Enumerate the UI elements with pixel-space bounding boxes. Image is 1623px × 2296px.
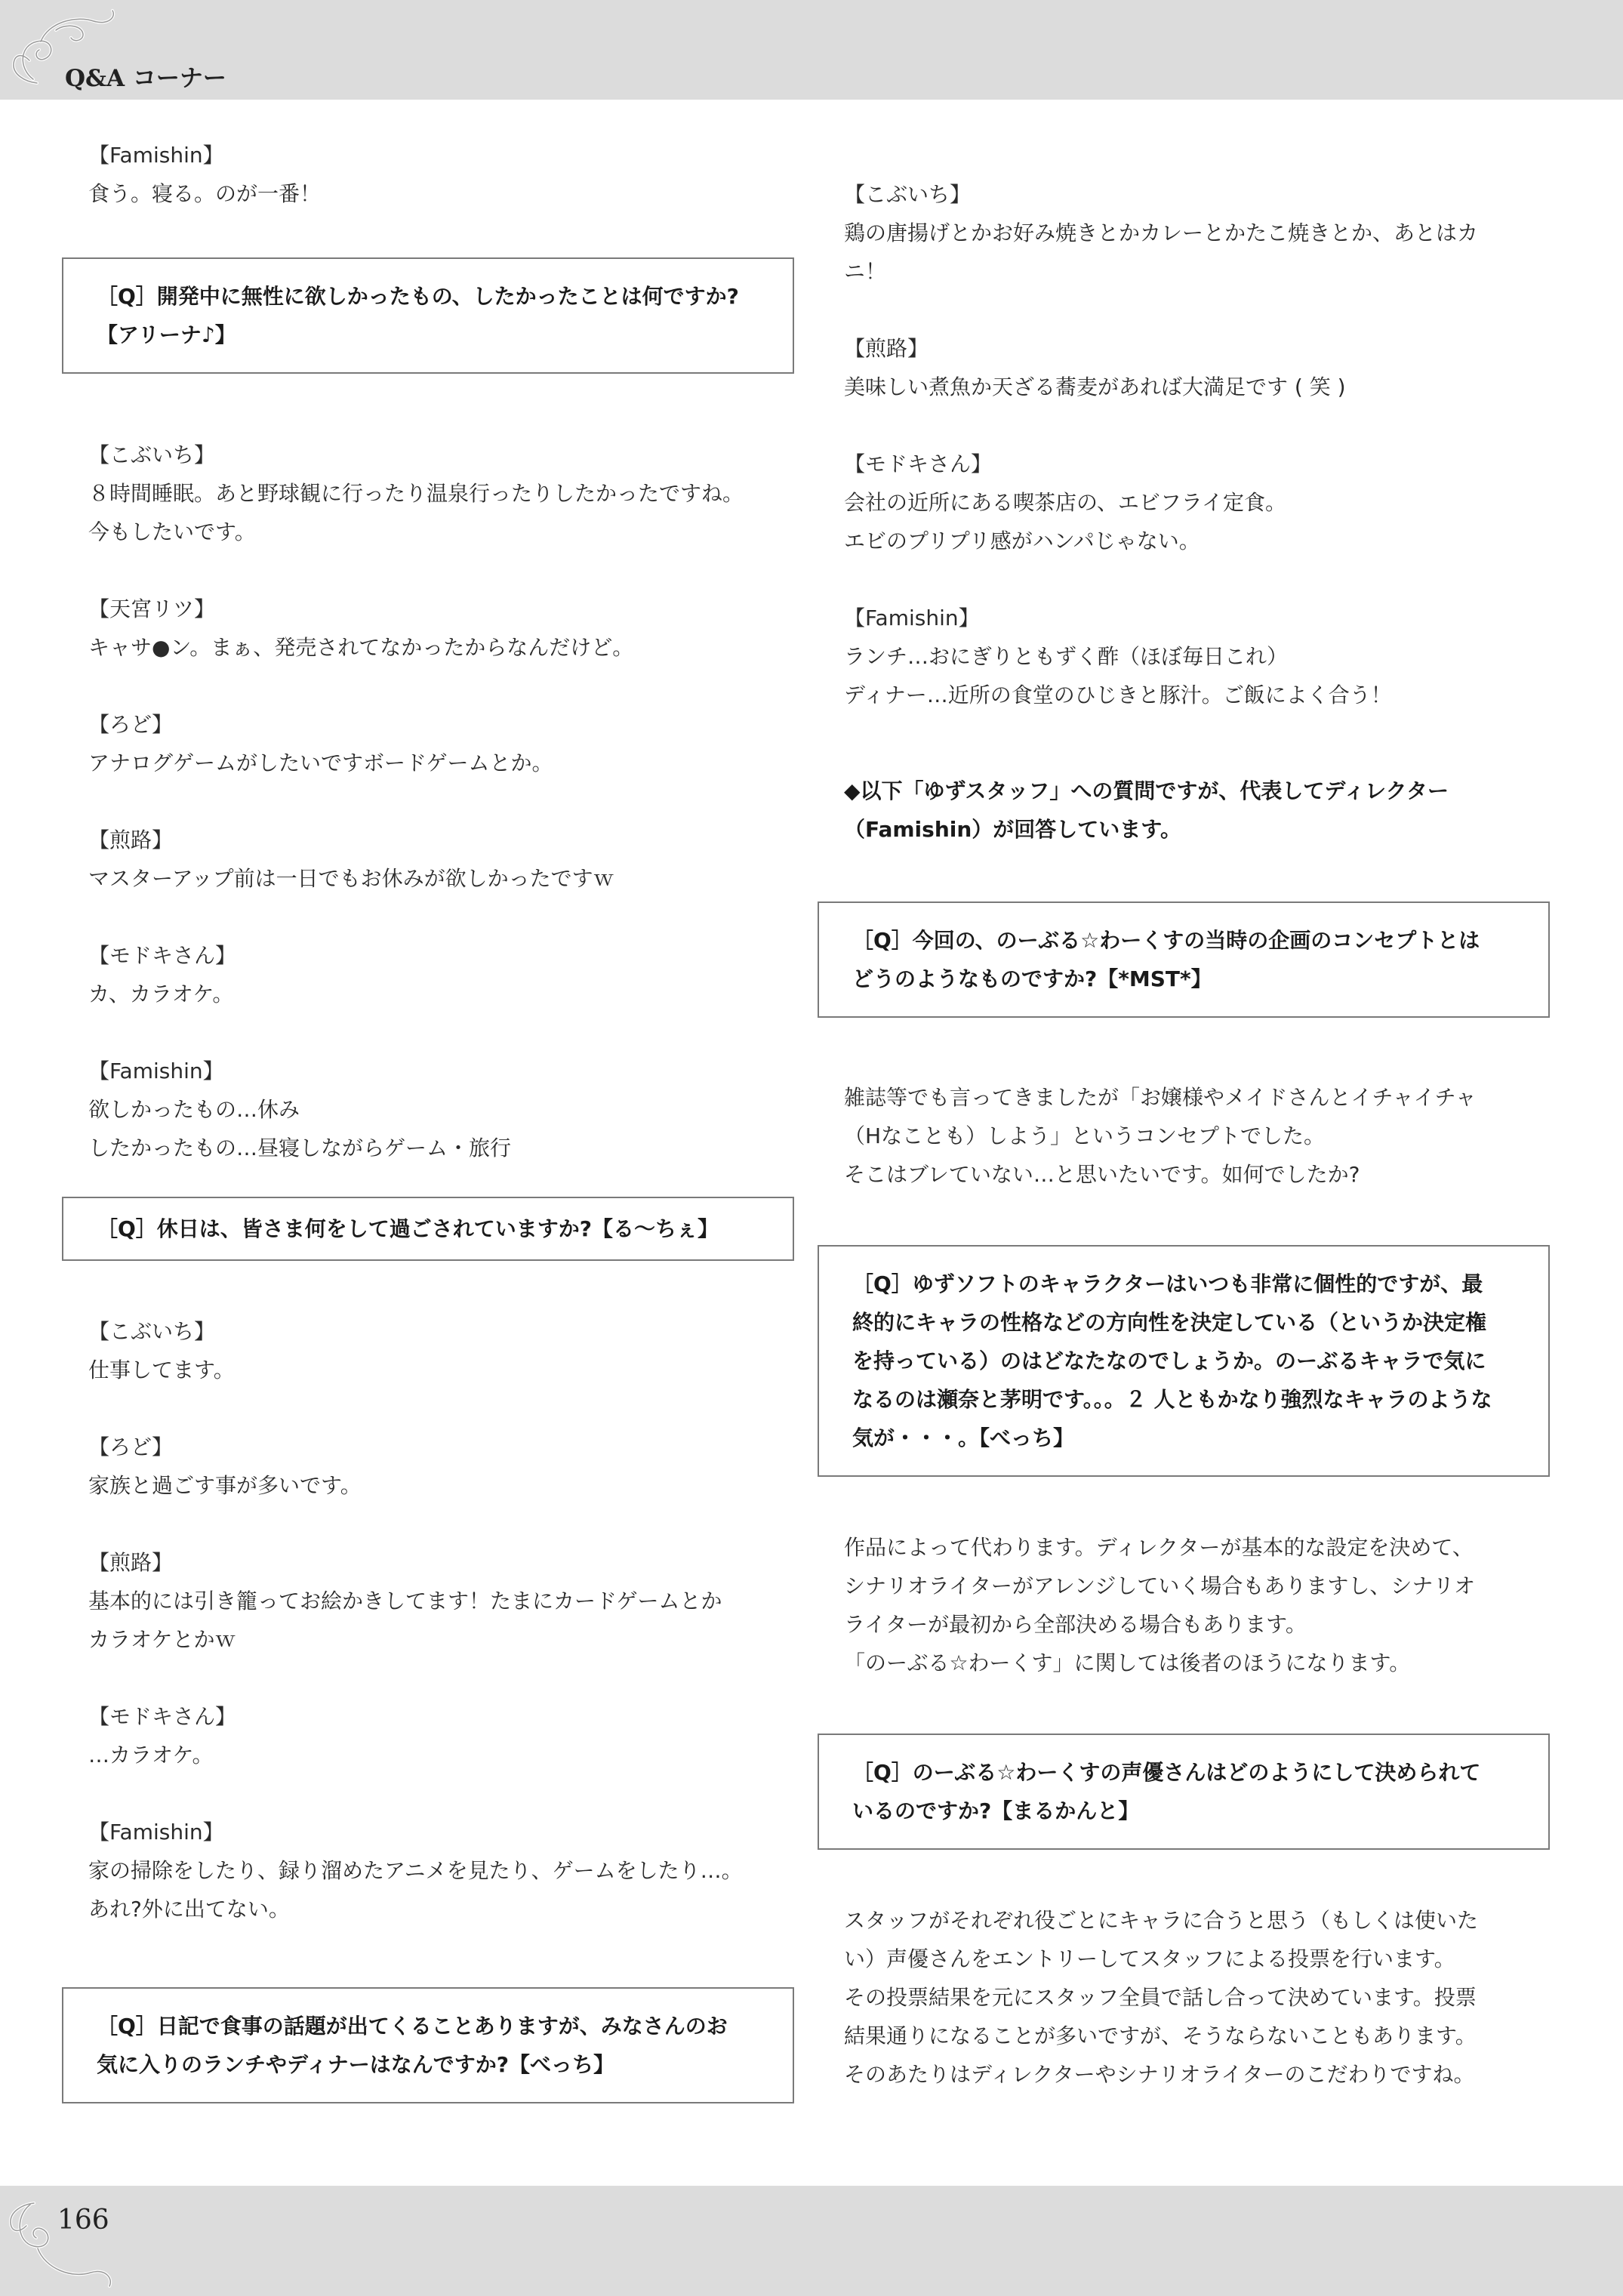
answer-block (88, 1543, 794, 1659)
question-box (62, 257, 794, 374)
question-box (62, 1987, 794, 2103)
speaker-name: 【ろど】 (88, 712, 174, 737)
speaker-name: 【天宮リツ】 (88, 596, 216, 621)
answer-line: マスターアップ前は一日でもお休みが欲しかったですｗ (88, 866, 614, 891)
question-line: ［Q］今回の、のーぶる☆わーくすの当時の企画のコンセプトとは (852, 928, 1480, 953)
speaker-name: 【こぶいち】 (844, 182, 972, 207)
answer-block (88, 136, 794, 213)
speaker-name: 【モドキさん】 (88, 1704, 237, 1729)
answer-line: カラオケとかｗ (88, 1627, 236, 1652)
notice-line: ◆以下「ゆずスタッフ」への質問ですが、代表してディレクター (844, 778, 1449, 803)
answer-block (88, 936, 794, 1013)
answer-block (88, 1312, 794, 1389)
answer-line: カ、カラオケ。 (88, 982, 234, 1006)
question-line: 気が・・・。【べっち】 (852, 1425, 1075, 1450)
answer-line: そこはブレていない…と思いたいです。如何でしたか? (844, 1162, 1360, 1187)
answer-line: ディナー…近所の食堂のひじきと豚汁。ご飯によく合う！ (844, 683, 1392, 707)
notice-line: （Famishin）が回答しています。 (844, 817, 1182, 842)
answer-line: 基本的には引き籠ってお絵かきしてます！たまにカードゲームとか (88, 1589, 722, 1613)
page-number: 166 (57, 2205, 109, 2236)
answer-line: 会社の近所にある喫茶店の、エビフライ定食。 (844, 490, 1287, 515)
answer-line: い）声優さんをエントリーしてスタッフによる投票を行います。 (844, 1946, 1455, 1971)
answer-line: 「のーぶる☆わーくす」に関しては後者のほうになります。 (844, 1650, 1411, 1675)
speaker-name: 【煎路】 (88, 1550, 174, 1575)
question-box (818, 901, 1550, 1018)
answer-line: アナログゲームがしたいですボードゲームとか。 (88, 750, 553, 775)
answer-paragraph (844, 1528, 1550, 1682)
question-box (818, 1734, 1550, 1850)
right-column (818, 175, 1550, 2094)
speaker-name: 【Famishin】 (88, 1059, 224, 1083)
answer-line: 鶏の唐揚げとかお好み焼きとかカレーとかたこ焼きとか、あとはカ (844, 220, 1479, 245)
speaker-name: 【モドキさん】 (844, 451, 993, 476)
answer-line: ランチ…おにぎりともずく酢（ほぼ毎日これ） (844, 644, 1289, 669)
section-title: Q&A コーナー (65, 65, 226, 92)
question-line: を持っている）のはどなたなのでしょうか。のーぶるキャラで気に (852, 1348, 1486, 1373)
answer-line: エビのプリプリ感がハンパじゃない。 (844, 529, 1200, 553)
answer-line: 仕事してます。 (88, 1358, 235, 1382)
answer-paragraph (844, 1078, 1550, 1194)
answer-line: （Hなことも）しよう」というコンセプトでした。 (844, 1123, 1326, 1148)
answer-line: スタッフがそれぞれ役ごとにキャラに合うと思う（もしくは使いた (844, 1908, 1479, 1933)
answer-paragraph (844, 1901, 1550, 2094)
notice-text (844, 772, 1550, 849)
answer-line: 雑誌等でも言ってきましたが「お嬢様やメイドさんとイチャイチャ (844, 1085, 1477, 1110)
speaker-name: 【Famishin】 (88, 143, 224, 168)
answer-line: 家族と過ごす事が多いです。 (88, 1473, 362, 1498)
question-line: いるのですか?【まるかんと】 (852, 1798, 1140, 1823)
question-line: ［Q］のーぶる☆わーくすの声優さんはどのようにして決められて (852, 1760, 1481, 1785)
answer-line: あれ?外に出てない。 (88, 1897, 290, 1922)
answer-block (88, 590, 794, 667)
speaker-name: 【煎路】 (88, 827, 174, 852)
answer-line: 今もしたいです。 (88, 519, 256, 544)
answer-block (88, 1813, 794, 1928)
answer-line: 食う。寝る。のが一番！ (88, 181, 322, 206)
footer-band (0, 2186, 1623, 2296)
answer-line: その投票結果を元にスタッフ全員で話し合って決めています。投票 (844, 1985, 1477, 2010)
left-column (62, 136, 794, 2103)
speaker-name: 【ろど】 (88, 1435, 174, 1459)
answer-line: 欲しかったもの…休み (88, 1097, 300, 1122)
answer-line: ライターが最初から全部決める場合もあります。 (844, 1612, 1307, 1637)
question-line: なるのは瀬奈と茅明です。。。２ 人ともかなり強烈なキャラのような (852, 1387, 1492, 1412)
speaker-name: 【こぶいち】 (88, 1319, 216, 1344)
question-box (62, 1197, 794, 1261)
answer-line: したかったもの…昼寝しながらゲーム・旅行 (88, 1136, 512, 1160)
answer-line: ８時間睡眠。あと野球観に行ったり温泉行ったりしたかったですね。 (88, 481, 744, 506)
answer-block (88, 436, 794, 551)
answer-line: ニ！ (844, 259, 887, 284)
question-line: 気に入りのランチやディナーはなんですか?【べっち】 (97, 2052, 615, 2077)
question-line: ［Q］開発中に無性に欲しかったもの、したかったことは何ですか? (97, 284, 739, 309)
speaker-name: 【こぶいち】 (88, 442, 216, 467)
answer-line: …カラオケ。 (88, 1743, 214, 1767)
answer-block (844, 445, 1550, 560)
speaker-name: 【煎路】 (844, 336, 929, 361)
speaker-name: 【モドキさん】 (88, 943, 237, 968)
answer-line: シナリオライターがアレンジしていく場合もありますし、シナリオ (844, 1573, 1476, 1598)
answer-block (844, 599, 1550, 714)
answer-block (88, 705, 794, 782)
question-line: 終的にキャラの性格などの方向性を決定している（というか決定権 (852, 1310, 1487, 1335)
speaker-name: 【Famishin】 (88, 1820, 224, 1845)
header-band (0, 0, 1623, 100)
question-line: ［Q］ゆずソフトのキャラクターはいつも非常に個性的ですが、最 (852, 1271, 1483, 1296)
answer-line: 結果通りになることが多いですが、そうならないこともあります。 (844, 2023, 1477, 2048)
answer-block (88, 1052, 794, 1167)
question-line: どうのようなものですか?【*MST*】 (852, 966, 1212, 991)
speaker-name: 【Famishin】 (844, 606, 980, 630)
answer-line: 美味しい煮魚か天ざる蕎麦があれば大満足です ( 笑 ) (844, 374, 1346, 399)
answer-line: 作品によって代わります。ディレクターが基本的な設定を決めて、 (844, 1535, 1474, 1560)
question-box (818, 1245, 1550, 1477)
question-line: 【アリーナ♪】 (97, 322, 236, 347)
answer-block (844, 329, 1550, 406)
question-line: ［Q］休日は、皆さま何をして過ごされていますか?【る～ちぇ】 (97, 1216, 719, 1241)
answer-line: そのあたりはディレクターやシナリオライターのこだわりですね。 (844, 2062, 1475, 2087)
answer-line: 家の掃除をしたり、録り溜めたアニメを見たり、ゲームをしたり…。 (88, 1858, 743, 1883)
answer-block (88, 1428, 794, 1505)
answer-block (844, 175, 1550, 291)
answer-line: キャサ●ン。まぁ、発売されてなかったからなんだけど。 (88, 635, 634, 660)
question-line: ［Q］日記で食事の話題が出てくることありますが、みなさんのお (97, 2014, 728, 2039)
answer-block (88, 1697, 794, 1774)
answer-block (88, 821, 794, 898)
